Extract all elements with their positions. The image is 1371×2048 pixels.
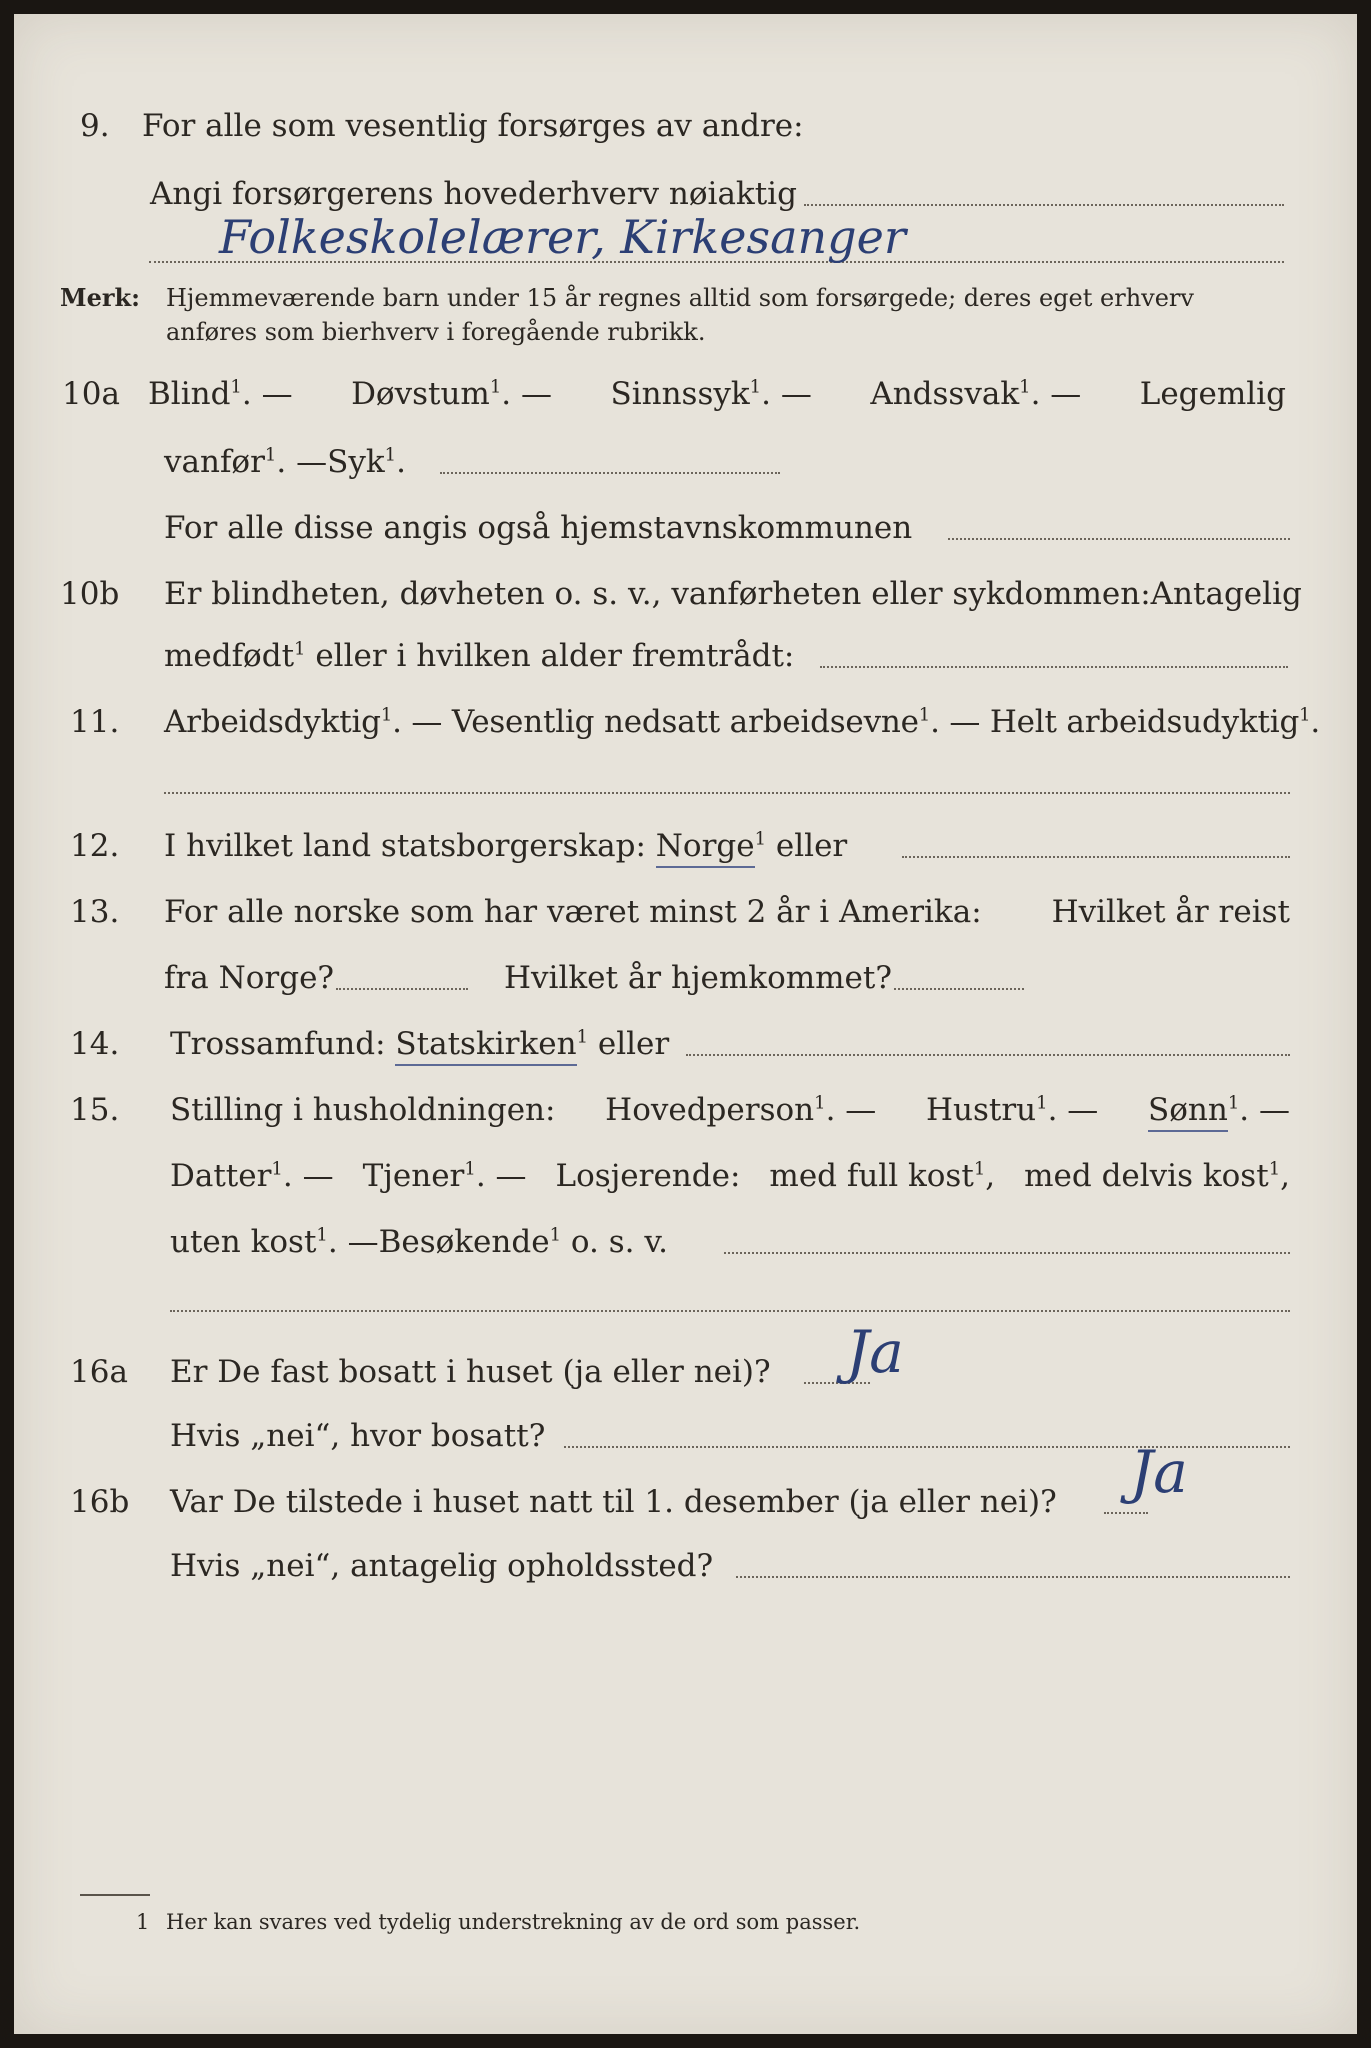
question-text: Var De tilstede i huset natt til 1. desember (ja eller nei)? — [170, 1484, 1057, 1520]
answer-line — [902, 856, 1290, 858]
question-text: I hvilket land statsborgerskap: Norge$^1$ eller — [164, 826, 847, 866]
census-form-page — [14, 14, 1357, 2034]
answer-line — [1104, 1512, 1148, 1514]
question-number: 15. — [70, 1092, 120, 1128]
note-text: Hjemmeværende barn under 15 år regnes alltid som forsørgede; deres eget erhverv — [166, 284, 1194, 312]
field-label: For alle disse angis også hjemstavnskommunen — [164, 510, 913, 546]
handwritten-answer: Ja — [1130, 1438, 1188, 1506]
question-text: Stilling i husholdningen: Hovedperson$^1$. — Hustru$^1$. — Sønn$^1$. — — [170, 1090, 1290, 1130]
question-number: 10a — [62, 376, 120, 412]
question-text: uten kost$^1$. —Besøkende$^1$ o. s. v. — [170, 1224, 669, 1260]
question-text: For alle som vesentlig forsørges av andre: — [142, 108, 804, 144]
field-label: fra Norge? — [164, 960, 335, 996]
question-number: 14. — [70, 1026, 120, 1062]
answer-line — [820, 666, 1288, 668]
question-text: Trossamfund: Statskirken$^1$ eller — [170, 1024, 669, 1064]
option-hovedperson: Hovedperson$^1$. — — [605, 1092, 877, 1128]
option-andssvak: Andssvak$^1$. — — [870, 376, 1082, 412]
question-number: 11. — [70, 704, 120, 740]
answer-line — [736, 1576, 1290, 1578]
question-number: 10b — [60, 576, 120, 612]
option-sinnssyk: Sinnssyk$^1$. — — [610, 376, 812, 412]
question-number: 16a — [70, 1354, 128, 1390]
answer-line — [894, 988, 1024, 990]
question-text: Datter$^1$. — Tjener$^1$. — Losjerende: med full kost$^1$, med delvis kost$^1$, — [170, 1158, 1290, 1194]
answer-line — [686, 1054, 1290, 1056]
option-sonn: Sønn$^1$. — — [1148, 1090, 1290, 1130]
option-legemlig: Legemlig — [1139, 376, 1286, 412]
option-delvis-kost: med delvis kost$^1$, — [1024, 1158, 1290, 1194]
option-hustru: Hustru$^1$. — — [925, 1092, 1099, 1128]
option-tjener: Tjener$^1$. — — [362, 1158, 527, 1194]
note-label: Merk: — [60, 283, 140, 312]
question-number: 9. — [80, 108, 110, 144]
handwritten-answer: Ja — [846, 1318, 904, 1386]
note-text: anføres som bierhverv i foregående rubrikk. — [166, 318, 706, 346]
answer-line — [164, 792, 1290, 794]
question-number: 12. — [70, 828, 120, 864]
underlined-answer: Sønn — [1148, 1092, 1228, 1132]
underlined-answer: Norge — [656, 828, 755, 868]
question-number: 16b — [70, 1484, 130, 1520]
option-datter: Datter$^1$. — — [170, 1158, 334, 1194]
option-blind: Blind$^1$. — — [148, 376, 293, 412]
question-text — [148, 374, 1286, 414]
answer-line — [948, 538, 1290, 540]
answer-line — [804, 204, 1284, 206]
footnote-rule — [80, 1894, 150, 1896]
answer-line — [170, 1310, 1290, 1312]
field-label: Hvis „nei“, antagelig opholdssted? — [170, 1548, 714, 1584]
question-text: Er blindheten, døvheten o. s. v., vanførheten eller sykdommen: Antagelig — [164, 576, 1302, 612]
field-label: Angi forsørgerens hovederhverv nøiaktig — [150, 176, 797, 212]
option-dovstum: Døvstum$^1$. — — [351, 376, 552, 412]
question-text: For alle norske som har været minst 2 år i Amerika: Hvilket år reist — [164, 894, 1290, 930]
footnote-text: Her kan svares ved tydelig understrekning av de ord som passer. — [166, 1910, 861, 1934]
option-full-kost: med full kost$^1$, — [769, 1158, 996, 1194]
question-number: 13. — [70, 894, 120, 930]
answer-line — [336, 988, 468, 990]
question-text: Er De fast bosatt i huset (ja eller nei)? — [170, 1354, 771, 1390]
answer-line — [724, 1252, 1290, 1254]
answer-line — [440, 472, 780, 474]
question-text: Arbeidsdyktig$^1$. — Vesentlig nedsatt arbeidsevne$^1$. — Helt arbeidsudyktig$^1$. — [164, 704, 1321, 740]
field-label: medfødt$^1$ eller i hvilken alder fremtrådt: — [164, 638, 795, 674]
question-text: vanfør$^1$. —Syk$^1$. — [164, 444, 406, 480]
field-label: Hvis „nei“, hvor bosatt? — [170, 1418, 546, 1454]
field-label: Hvilket år hjemkommet? — [504, 960, 892, 996]
handwritten-answer: Folkeskolelærer, Kirkesanger — [219, 210, 906, 264]
footnote-marker: 1 — [136, 1910, 150, 1934]
underlined-answer: Statskirken — [395, 1026, 576, 1066]
